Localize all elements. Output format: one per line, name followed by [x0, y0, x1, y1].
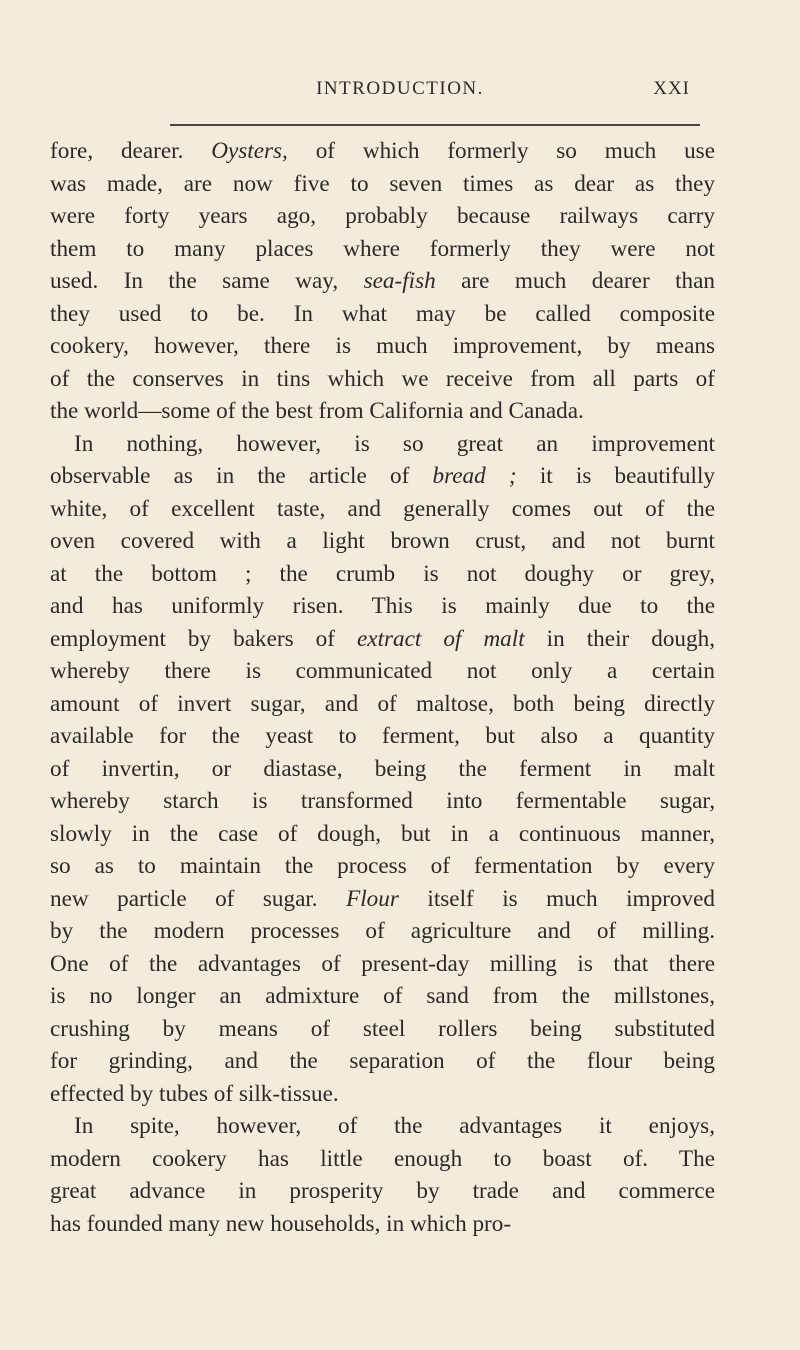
text-run: in their dough,: [524, 625, 716, 652]
text-run: whereby there is communicated not only a certain: [50, 658, 715, 684]
text-run: crushing by means of steel rollers being substituted: [50, 1015, 715, 1042]
text-line: [50, 200, 715, 233]
running-title: INTRODUCTION.: [316, 78, 484, 99]
text-run: used. In the same way,: [50, 268, 364, 294]
text-run: they used to be. In what may be called composite: [50, 300, 715, 327]
text-run: and has uniformly risen. This is mainly due to the: [50, 593, 715, 619]
text-line: [50, 980, 715, 1013]
text-line: [50, 428, 715, 461]
text-run: oven covered with a light brown crust, and not burnt: [50, 528, 715, 554]
text-line: [50, 623, 715, 656]
italic-term: extract of malt: [357, 625, 525, 652]
text-run: effected by tubes of silk-tissue.: [50, 1080, 339, 1107]
text-run: for grinding, and the separation of the flour being: [50, 1048, 715, 1074]
text-line: [50, 850, 715, 883]
body-text: [50, 135, 715, 1240]
page-number: XXI: [653, 78, 690, 99]
text-run: itself is much improved: [398, 885, 715, 912]
text-line: [50, 363, 715, 396]
text-run: is no longer an admixture of sand from the millstones,: [50, 983, 715, 1009]
running-head: [0, 78, 800, 108]
text-line: [50, 818, 715, 851]
text-run: employment by bakers of: [50, 625, 357, 652]
italic-term: Flour: [346, 885, 399, 912]
text-line: [50, 1143, 715, 1176]
text-run: white, of excellent taste, and generally comes out of the: [50, 495, 715, 522]
italic-term: Oysters,: [211, 138, 288, 164]
text-line: [50, 915, 715, 948]
text-line: [50, 785, 715, 818]
text-line: [50, 688, 715, 721]
text-run: was made, are now five to seven times as dear as they: [50, 170, 715, 197]
text-line: [50, 655, 715, 688]
text-line: [50, 1013, 715, 1046]
text-line: [50, 135, 715, 168]
text-line: [50, 233, 715, 266]
header-rule: [170, 124, 700, 126]
text-run: them to many places where formerly they were not: [50, 235, 715, 262]
text-run: it is beautifully: [516, 463, 715, 489]
text-run: new particle of sugar.: [50, 885, 347, 912]
text-line: [50, 265, 715, 298]
text-line: [50, 1208, 715, 1241]
text-run: by the modern processes of agriculture and of milling.: [50, 918, 715, 944]
text-run: so as to maintain the process of fermentation by every: [50, 853, 715, 879]
text-run: slowly in the case of dough, but in a continuous manner,: [50, 820, 715, 847]
text-run: cookery, however, there is much improvement, by means: [50, 333, 715, 359]
text-run: were forty years ago, probably because railways carry: [50, 203, 715, 229]
text-line: [50, 948, 715, 981]
text-line: [50, 753, 715, 786]
text-line: [50, 525, 715, 558]
text-run: One of the advantages of present-day milling is that there: [50, 950, 715, 977]
text-run: of the conserves in tins which we receive from all parts of: [50, 365, 715, 392]
text-run: of which formerly so much use: [287, 138, 715, 164]
text-run: In nothing, however, is so great an improvement: [74, 430, 715, 457]
text-line: [50, 1078, 715, 1111]
text-line: [50, 590, 715, 623]
text-line: [50, 168, 715, 201]
text-run: whereby starch is transformed into fermentable sugar,: [50, 788, 715, 814]
italic-term: bread ;: [432, 463, 517, 489]
text-run: great advance in prosperity by trade and commerce: [50, 1178, 715, 1204]
text-run: fore, dearer.: [50, 138, 212, 164]
text-line: [50, 558, 715, 591]
text-line: [50, 395, 715, 428]
text-run: of invertin, or diastase, being the ferment in malt: [50, 755, 715, 782]
text-line: [50, 298, 715, 331]
text-run: In spite, however, of the advantages it enjoys,: [74, 1113, 715, 1139]
text-run: modern cookery has little enough to boast of. The: [50, 1145, 715, 1172]
text-line: [50, 330, 715, 363]
text-line: [50, 883, 715, 916]
italic-term: sea-fish: [363, 268, 436, 294]
text-run: observable as in the article of: [50, 463, 433, 489]
text-line: [50, 1045, 715, 1078]
text-line: [50, 1175, 715, 1208]
text-run: amount of invert sugar, and of maltose, both being directly: [50, 690, 715, 717]
text-line: [50, 460, 715, 493]
text-run: are much dearer than: [435, 268, 715, 294]
text-run: at the bottom ; the crumb is not doughy or grey,: [50, 560, 715, 587]
text-line: [50, 493, 715, 526]
text-run: the world—some of the best from California and Canada.: [50, 398, 584, 424]
text-run: available for the yeast to ferment, but also a quantity: [50, 723, 715, 749]
text-line: [50, 1110, 715, 1143]
text-line: [50, 720, 715, 753]
text-run: has founded many new households, in which pro-: [50, 1210, 512, 1237]
